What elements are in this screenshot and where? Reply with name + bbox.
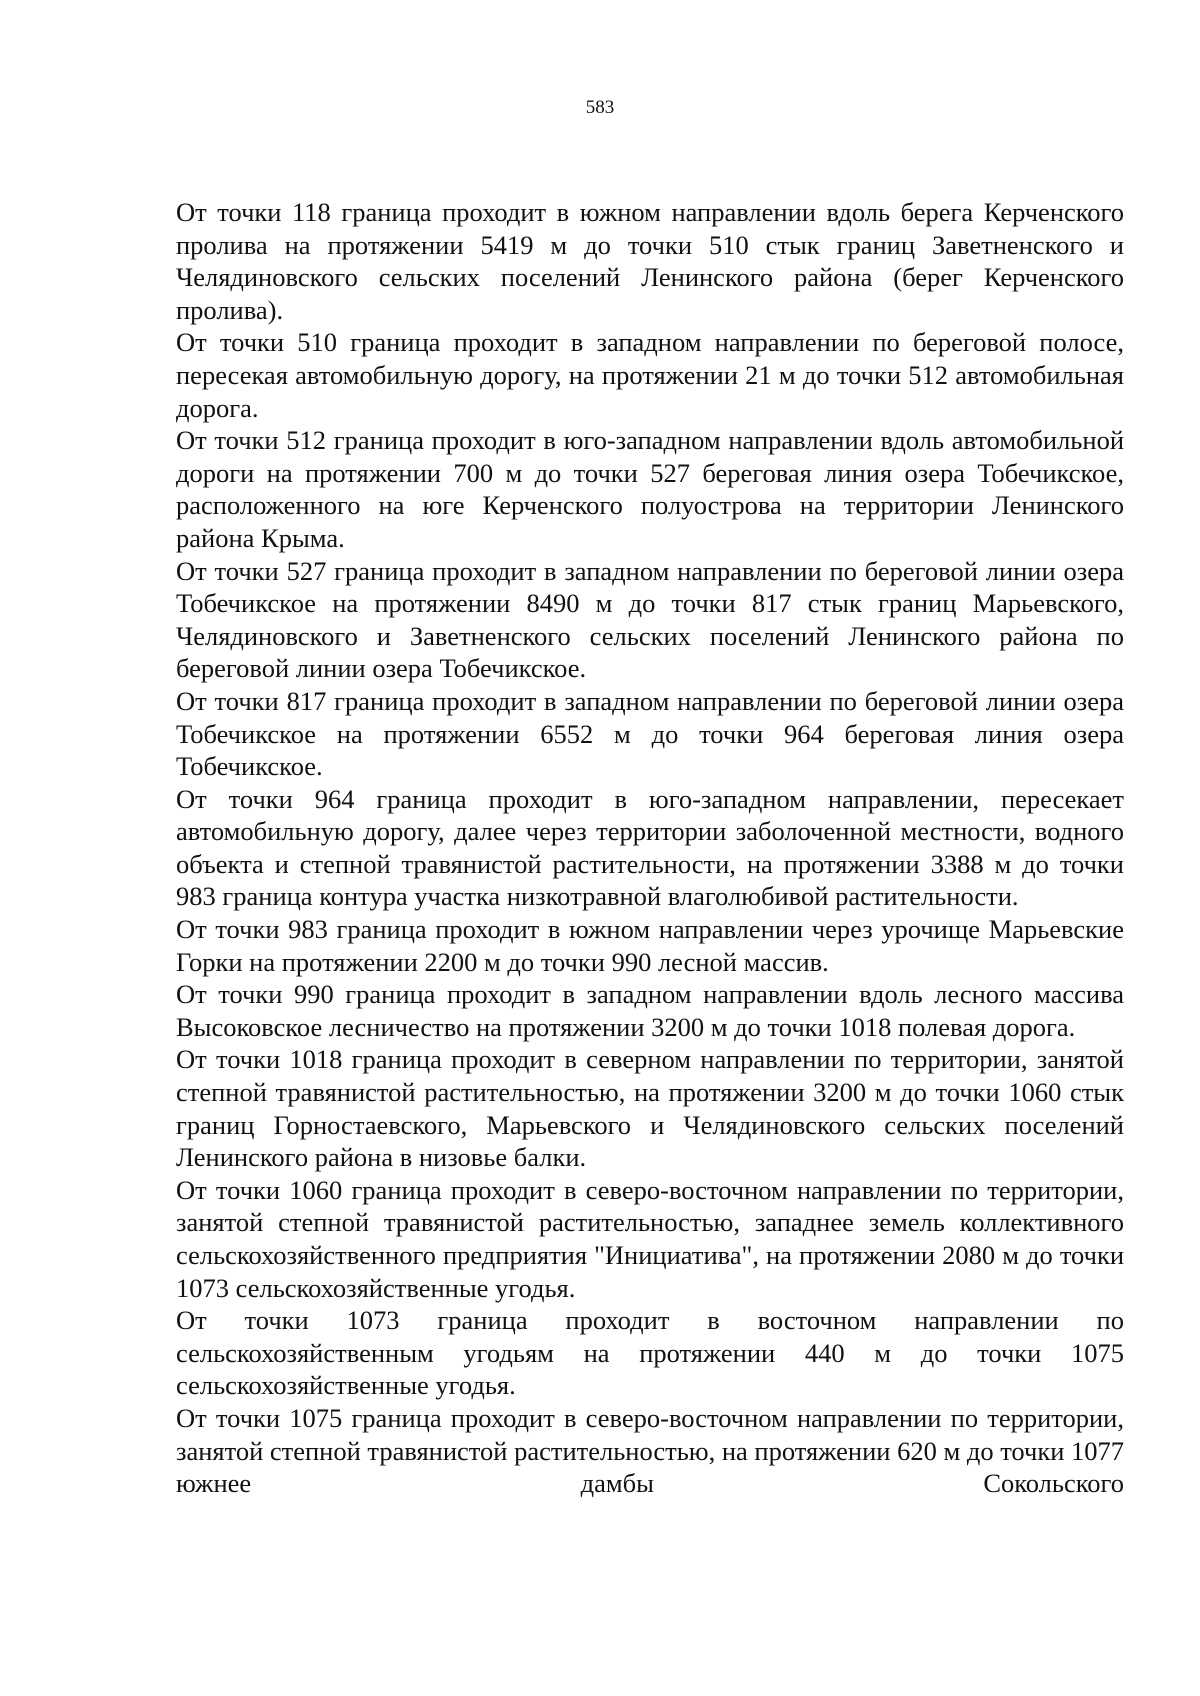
page-number: 583 [585,97,615,118]
paragraph: От точки 990 граница проходит в западном направлении вдоль лесного массива Высоковское лесничество на протяжении 3200 м до точки 1018 полевая дорога. [176,979,1124,1042]
paragraph: От точки 817 граница проходит в западном направлении по береговой линии озера Тобечикское на протяжении 6552 м до точки 964 береговая линия озера Тобечикское. [176,685,1124,782]
paragraph: От точки 983 граница проходит в южном направлении через урочище Марьевские Горки на протяжении 2200 м до точки 990 лесной массив. [176,914,1124,977]
paragraph: От точки 512 граница проходит в юго-западном направлении вдоль автомобильной дороги на протяжении 700 м до точки 527 береговая линия озера Тобечикское, расположенного на юге Керченского полуострова на территории Ленинского района Крыма. [176,425,1124,553]
paragraph: От точки 1075 граница проходит в северо-восточном направлении по территории, занятой степной травянистой растительностью, на протяжении 620 м до точки 1077 южнее дамбы Сокольского [176,1402,1124,1499]
paragraph: От точки 527 граница проходит в западном направлении по береговой линии озера Тобечикское на протяжении 8490 м до точки 817 стык границ Марьевского, Челядиновского и Заветненского сельских поселений Ленинского района по береговой линии озера Тобечикское. [176,555,1124,684]
paragraph: От точки 1073 граница проходит в восточном направлении по сельскохозяйственным угодьям на протяжении 440 м до точки 1075 сельскохозяйственные угодья. [176,1305,1124,1401]
paragraph: От точки 510 граница проходит в западном направлении по береговой полосе, пересекая автомобильную дорогу, на протяжении 21 м до точки 512 автомобильная дорога. [176,327,1124,423]
paragraph: От точки 1018 граница проходит в северном направлении по территории, занятой степной травянистой растительностью, на протяжении 3200 м до точки 1060 стык границ Горностаевского, Марьевского и Челядиновского сельских поселений Ленинского района в низовье балки. [176,1044,1124,1173]
paragraph: От точки 118 граница проходит в южном направлении вдоль берега Керченского пролива на протяжении 5419 м до точки 510 стык границ Заветненского и Челядиновского сельских поселений Ленинского района (берег Керченского пролива). [176,197,1124,325]
paragraph: От точки 964 граница проходит в юго-западном направлении, пересекает автомобильную дорогу, далее через территории заболоченной местности, водного объекта и степной травянистой растительности, на протяжении 3388 м до точки 983 граница контура участка низкотравной влаголюбивой растительности. [176,783,1124,912]
document-body [176,196,1124,1500]
paragraph: От точки 1060 граница проходит в северо-восточном направлении по территории, занятой степной травянистой растительностью, западнее земель коллективного сельскохозяйственного предприятия "Инициатива", на протяжении 2080 м до точки 1073 сельскохозяйственные угодья. [176,1174,1124,1303]
